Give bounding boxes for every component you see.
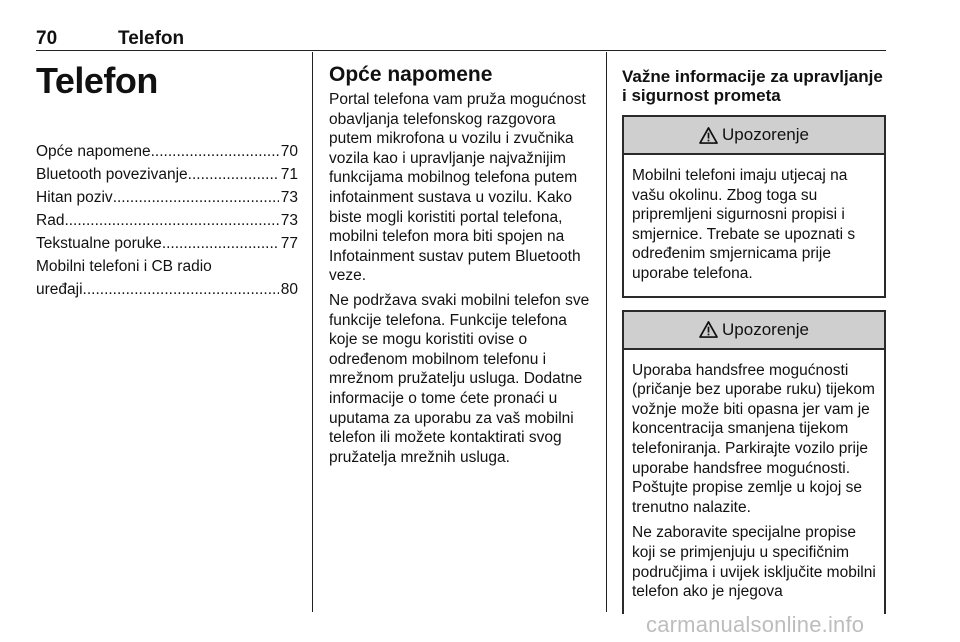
warning-header [624,117,884,155]
warning-text: Ne zaboravite specijalne propise koji se primjenjuju u specifičnim područjima i uvijek isključite mobilni telefon ako je njegova [632,524,876,601]
page-header [36,26,886,51]
warning-triangle-icon [699,127,718,144]
warning-box [622,310,886,614]
warning-header [624,312,884,350]
toc-leader-dots [162,232,279,255]
toc-item-label: Opće napomene [36,143,151,160]
toc-item-page: 73 [280,212,298,229]
toc-item[interactable] [36,140,298,163]
warning-text: Mobilni telefoni imaju utjecaj na vašu okolinu. Zbog toga su pripremljeni sigurnosni propisi i smjernice. Trebate se upoznati s određenim smjernicama prije uporabe telefona. [632,167,856,282]
toc-item-label-line1: Mobilni telefoni i CB radio [36,258,212,275]
body-paragraph: Portal telefona vam pruža mogućnost obavljanja telefonskog razgovora putem mikrofona u vozilu i zvučnika vozila kao i upravljanje najvažnijim funkcijama mobilnog telefona putem infotainment sustava u vozilu. Kako biste mogli koristiti portal telefona, mobilni telefon mora biti spojen na Infotainment sustav putem Bluetooth veze. [329,91,586,285]
warning-triangle-icon [699,321,718,338]
toc-item-label: Bluetooth povezivanje [36,166,188,183]
toc-item-page: 73 [280,189,298,206]
warning-text: Uporaba handsfree mogućnosti (pričanje bez uporabe ruku) tijekom vožnje može biti opasna jer vam je koncentracija smanjena tijekom telefoniranja. Parkirajte vozilo prije uporabe handsfree mogućnosti. Poštujte propise zemlje u kojoj se trenutno nalazite. [632,361,875,516]
toc-leader-dots [64,209,278,232]
table-of-contents [36,140,298,301]
warning-body [624,350,884,614]
column-divider-left [312,52,313,612]
body-paragraph: Ne podržava svaki mobilni telefon sve funkcije telefona. Funkcije telefona koje se mogu koristiti ovise o određenom mobilnom telefonu i mrežnom pružatelju usluga. Dodatne informacije o tome ćete pronaći u uputama za uporabu za vaš mobilni telefon ili možete kontaktirati svog pružatelja mrežnih usluga. [329,291,590,466]
toc-item-label: Tekstualne poruke [36,235,162,252]
toc-leader-dots [83,278,279,301]
toc-item-page: 80 [280,281,298,298]
toc-leader-dots [113,186,279,209]
section-heading: Opće napomene [329,63,493,86]
toc-item[interactable] [36,163,298,186]
general-notes-column [329,58,595,472]
watermark: carmanualsonline.info [646,612,865,637]
toc-item[interactable] [36,186,298,209]
toc-item-label: uređaji [36,281,83,298]
warning-heading: Upozorenje [722,319,809,339]
running-title: Telefon [118,28,185,49]
warning-body [624,155,884,296]
warning-heading: Upozorenje [722,125,809,144]
toc-item-page: 77 [280,235,298,252]
warning-box [622,115,886,298]
toc-item-page: 71 [280,166,298,183]
toc-item-label: Hitan poziv [36,189,113,206]
toc-item[interactable] [36,209,298,232]
toc-leader-dots [188,163,279,186]
toc-item-line2 [36,278,298,301]
page-number: 70 [36,28,58,49]
toc-column [36,58,298,301]
toc-item-page: 70 [280,143,298,160]
subsection-heading: Važne informacije za upravljanje i sigurnost prometa [622,67,883,105]
toc-item[interactable] [36,232,298,255]
toc-item-label: Rad [36,212,65,229]
chapter-title: Telefon [36,60,158,101]
column-divider-right [606,52,607,612]
toc-item[interactable] [36,255,298,301]
toc-leader-dots [151,140,279,163]
safety-column [622,58,886,614]
